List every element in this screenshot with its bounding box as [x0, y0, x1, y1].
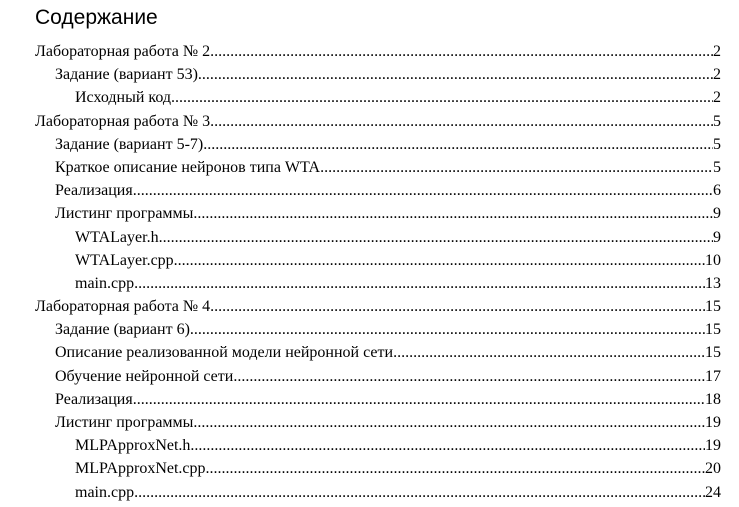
toc-entry-page-number: 15: [705, 344, 721, 362]
toc-dot-leader: [393, 341, 705, 364]
toc-entry[interactable]: [35, 318, 721, 341]
toc-entry[interactable]: [35, 110, 721, 133]
toc-entry-page-number: 5: [713, 112, 721, 130]
toc-dot-leader: [233, 365, 705, 388]
toc-entry[interactable]: [35, 457, 721, 480]
toc-entry-label: Обучение нейронной сети: [55, 367, 234, 385]
toc-entry-page-number: 2: [713, 66, 721, 84]
toc-entry[interactable]: [35, 156, 721, 179]
table-of-contents: [35, 40, 721, 504]
toc-entry-page-number: 5: [713, 135, 721, 153]
toc-dot-leader: [210, 110, 713, 133]
toc-entry[interactable]: [35, 226, 721, 249]
toc-entry[interactable]: [35, 295, 721, 318]
toc-entry-label: Исходный код: [75, 89, 172, 107]
toc-dot-leader: [210, 40, 713, 63]
toc-entry-label: WTALayer.h: [75, 228, 159, 246]
toc-dot-leader: [190, 318, 705, 341]
toc-dot-leader: [174, 249, 705, 272]
toc-entry[interactable]: [35, 179, 721, 202]
toc-dot-leader: [210, 295, 705, 318]
toc-dot-leader: [198, 63, 713, 86]
toc-entry[interactable]: [35, 63, 721, 86]
toc-dot-leader: [159, 226, 713, 249]
toc-dot-leader: [193, 202, 713, 225]
toc-entry[interactable]: [35, 133, 721, 156]
toc-entry-page-number: 17: [705, 367, 721, 385]
toc-entry-page-number: 15: [705, 298, 721, 316]
toc-entry[interactable]: [35, 411, 721, 434]
toc-entry-label: Реализация: [55, 390, 133, 408]
toc-entry-label: Задание (вариант 53): [55, 66, 198, 84]
toc-entry-label: Листинг программы: [55, 205, 194, 223]
toc-entry-label: WTALayer.cpp: [75, 251, 174, 269]
toc-entry-page-number: 10: [705, 251, 721, 269]
toc-entry-label: Описание реализованной модели нейронной сети: [55, 344, 394, 362]
toc-dot-leader: [190, 434, 705, 457]
toc-dot-leader: [133, 388, 705, 411]
toc-dot-leader: [206, 457, 705, 480]
toc-entry-label: Краткое описание нейронов типа WTA: [55, 158, 321, 176]
toc-entry-label: Задание (вариант 6): [55, 321, 190, 339]
toc-entry[interactable]: [35, 341, 721, 364]
toc-entry-page-number: 9: [713, 228, 721, 246]
toc-entry-page-number: 2: [713, 43, 721, 60]
toc-dot-leader: [134, 272, 705, 295]
toc-entry-page-number: 2: [713, 89, 721, 107]
toc-entry-label: Реализация: [55, 182, 133, 200]
toc-entry[interactable]: [35, 481, 721, 504]
toc-entry[interactable]: [35, 249, 721, 272]
toc-entry[interactable]: [35, 434, 721, 457]
toc-entry-page-number: 20: [705, 460, 721, 478]
toc-entry-page-number: 6: [713, 182, 721, 200]
toc-dot-leader: [203, 133, 713, 156]
toc-dot-leader: [133, 179, 713, 202]
toc-entry-page-number: 19: [705, 414, 721, 431]
toc-entry[interactable]: [35, 202, 721, 225]
toc-entry[interactable]: [35, 272, 721, 295]
toc-entry[interactable]: [35, 365, 721, 388]
toc-entry-label: main.cpp: [75, 274, 135, 292]
toc-entry-page-number: 13: [705, 274, 721, 292]
toc-entry-label: Лабораторная работа № 3: [35, 112, 211, 130]
toc-entry-label: Лабораторная работа № 2: [35, 43, 211, 60]
toc-entry-page-number: 9: [713, 205, 721, 223]
toc-title: Содержание: [35, 6, 158, 29]
toc-entry-page-number: 19: [705, 437, 721, 455]
toc-dot-leader: [134, 481, 705, 504]
toc-entry-label: main.cpp: [75, 483, 135, 501]
toc-entry[interactable]: [35, 388, 721, 411]
toc-entry-label: Листинг программы: [55, 414, 194, 431]
toc-entry-page-number: 18: [705, 390, 721, 408]
toc-entry-page-number: 5: [713, 158, 721, 176]
toc-entry-label: MLPApproxNet.cpp: [75, 460, 206, 478]
toc-dot-leader: [193, 411, 705, 434]
toc-entry-label: Задание (вариант 5-7): [55, 135, 204, 153]
toc-entry-page-number: 15: [705, 321, 721, 339]
toc-entry-page-number: 24: [705, 483, 721, 501]
toc-entry-label: MLPApproxNet.h: [75, 437, 191, 455]
toc-dot-leader: [171, 86, 713, 109]
toc-entry[interactable]: [35, 86, 721, 109]
toc-entry[interactable]: [35, 40, 721, 63]
toc-dot-leader: [320, 156, 713, 179]
toc-entry-label: Лабораторная работа № 4: [35, 298, 211, 316]
